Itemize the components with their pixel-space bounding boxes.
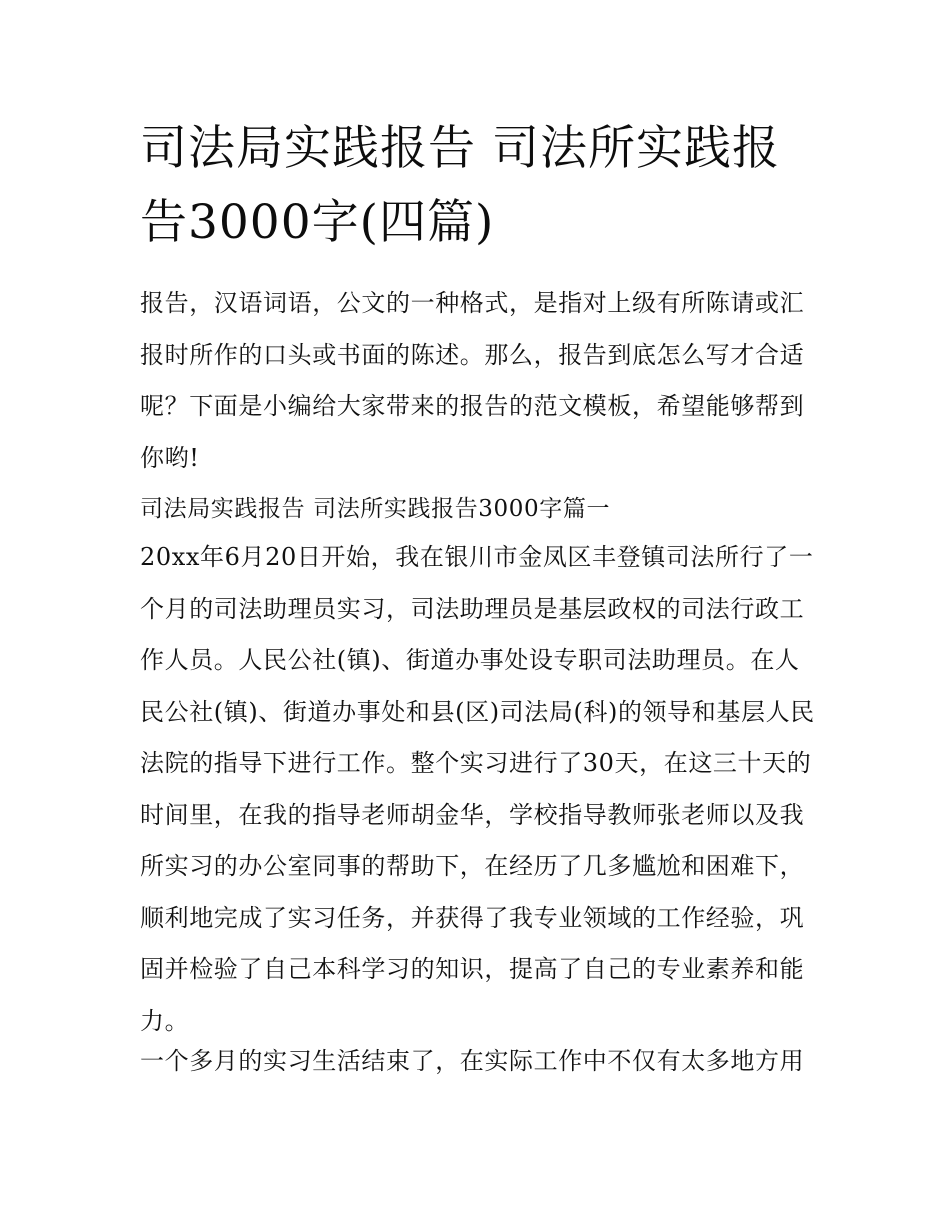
body-paragraph: 20xx年6月20日开始，我在银川市金凤区丰登镇司法所行了一个月的司法助理员实习，司法助理员是基层政权的司法行政工作人员。人民公社(镇)、街道办事处设专职司法助理员。在人民公社(镇)、街道办事处和县(区)司法局(科)的领导和基层人民法院的指导下进行工作。整个实习进行了30天，在这三十天的时间里，在我的指导老师胡金华，学校指导教师张老师以及我所实习的办公室同事的帮助下，在经历了几多尴尬和困难下，顺利地完成了实习任务，并获得了我专业领域的工作经验，巩固并检验了自己本科学习的知识，提高了自己的专业素养和能力。 [140, 543, 815, 1035]
section-heading: 司法局实践报告 司法所实践报告3000字篇一 [140, 496, 611, 522]
intro-paragraph: 报告，汉语词语，公文的一种格式，是指对上级有所陈请或汇报时所作的口头或书面的陈述。那么，报告到底怎么写才合适呢？下面是小编给大家带来的报告的范文模板，希望能够帮到你哟! [140, 289, 805, 472]
body-paragraph: 一个多月的实习生活结束了，在实际工作中不仅有太多地方用 [140, 1047, 805, 1075]
document-title: 司法局实践报告 司法所实践报告3000字(四篇) [140, 121, 780, 250]
